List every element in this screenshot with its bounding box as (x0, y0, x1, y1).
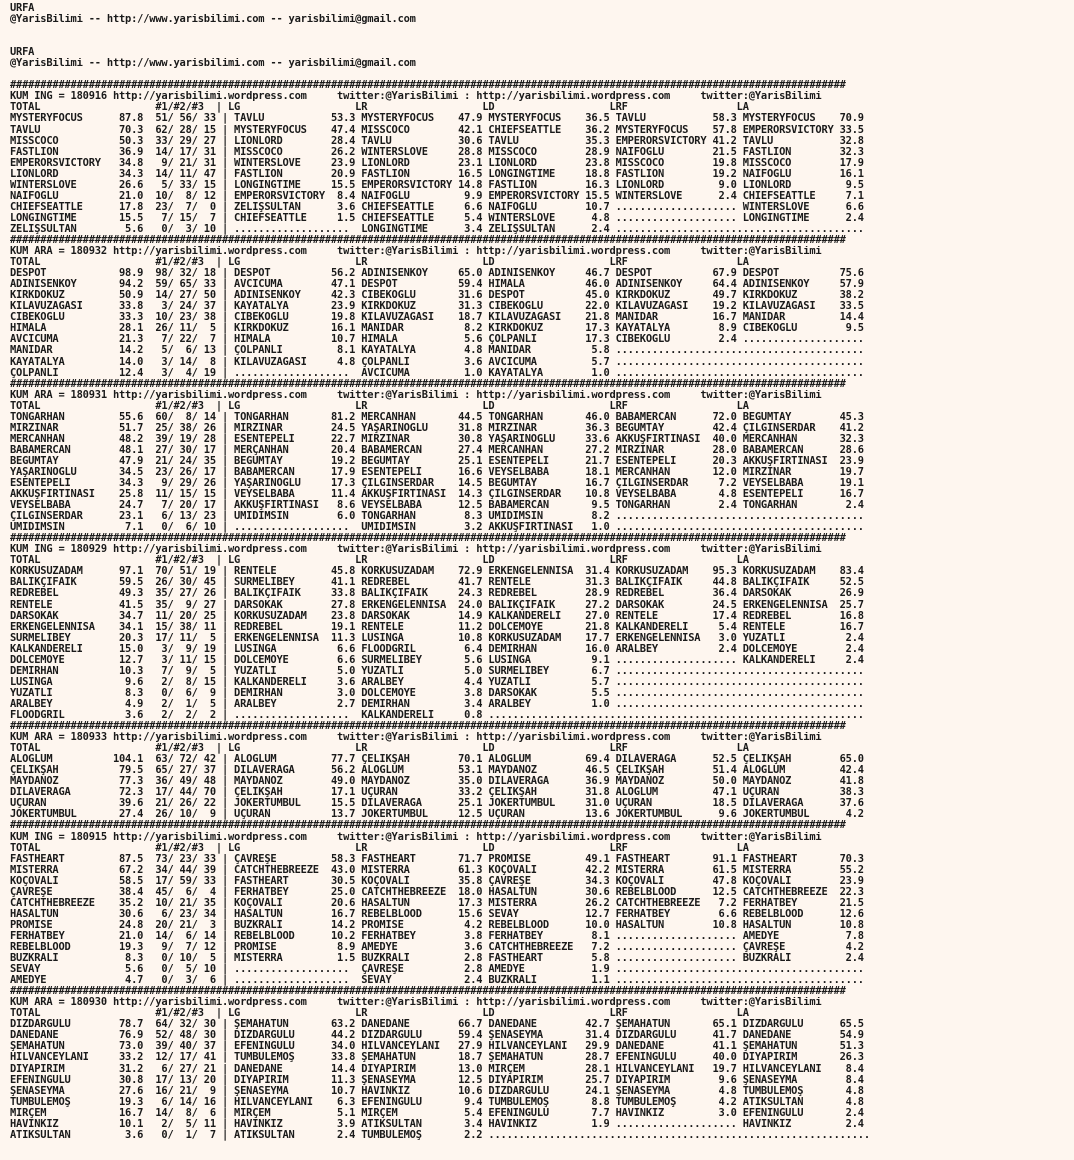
table-row: ŞENASEYMA 27.6 16/ 21/ 9 | ŞENASEYMA 10.7 HAVİNKIZ 10.6 DİZDARGÜLÜ 24.1 ŞENASEYMA 4.8 TUMBÜLEMOŞ 4.8 (10, 1085, 864, 1097)
separator-line: ########################################################################################################################################## (10, 820, 846, 832)
table-row: LIONLORD 34.3 14/ 11/ 47 | FASTLION 20.9 FASTLION 16.5 LONGINGTIME 18.8 FASTLION 19.2 NAİFOĞLU 16.1 (10, 168, 864, 180)
table-row: ÇELİKŞAH 79.5 65/ 27/ 37 | DİLAVERAĞA 56.2 ALOGLUM 53.1 MAYDANOZ 46.5 ÇELİKŞAH 51.4 ALOGLUM 42.4 (10, 765, 864, 777)
table-row: LONGINGTIME 15.5 7/ 15/ 7 | CHIEFSEATTLE 1.5 CHIEFSEATTLE 5.4 WINTERSLOVE 4.8 .................... LONGINGTIME 2.4 (10, 212, 864, 224)
race-header: KUM ARA = 180933 http://yarisbilimi.wordpress.com twitter:@YarisBilimi : http://yarisbilimi.wordpress.com twitter:@YarisBilimi (10, 732, 822, 744)
table-row: BABAMERCAN 48.1 27/ 30/ 17 | MERÇANHAN 20.4 BABAMERCAN 27.4 MERCANHAN 27.2 MİRZİNAR 28.0 BABAMERCAN 28.6 (10, 444, 864, 456)
city-title: URFA (10, 47, 35, 59)
table-row: DARSOKAK 34.7 11/ 20/ 25 | KORKUSUZADAM 23.8 DARSOKAK 14.9 KALKANDERELİ 27.0 RENTELE 17.4 REDREBEL 16.8 (10, 610, 864, 622)
table-row: MANİDAR 14.2 5/ 6/ 13 | ÇOLPANLI 8.1 KAYATALYA 4.8 MANİDAR 5.8 ......................................... (10, 345, 864, 357)
table-row: KAYATALYA 14.0 3/ 14/ 8 | KILAVUZAGASI 4.8 ÇOLPANLI 3.6 AVCICUMA 5.7 ......................................... (10, 356, 864, 368)
table-row: DOLCEMOYE 12.7 3/ 11/ 15 | DOLCEMOYE 6.6 SÜRMELİBEY 5.6 LUSINGA 9.1 .................... KALKANDERELİ 2.4 (10, 654, 864, 666)
column-header: TOTAL #1/#2/#3 | LG LR LD LRF LA (10, 842, 749, 854)
table-row: ESENTEPELİ 34.3 9/ 29/ 26 | YAŞARINOĞLU 17.3 ÇILGINSERDAR 14.5 BEGÜMTAY 16.7 ÇILGINSERDAR 7.2 VEYSELBABA 19.1 (10, 478, 864, 490)
column-header: TOTAL #1/#2/#3 | LG LR LD LRF LA (10, 1008, 749, 1020)
table-row: DEMİRHAN 10.3 7/ 9/ 5 | YÜZATLI 5.0 YÜZATLI 5.0 SÜRMELİBEY 6.7 ......................................... (10, 665, 864, 677)
table-row: UÇURAN 39.6 21/ 26/ 22 | JOKERTUMBUL 15.5 DİLAVERAĞA 25.1 JOKERTUMBUL 31.0 UÇURAN 18.5 DİLAVERAĞA 37.6 (10, 798, 864, 810)
table-row: VEYSELBABA 24.7 7/ 20/ 17 | AKKUŞFIRTINASI 8.6 VEYSELBABA 12.5 BABAMERCAN 9.5 TONGARHAN 2.4 TONGARHAN 2.4 (10, 500, 864, 512)
table-row: CATCHTHEBREEZE 35.2 10/ 21/ 35 | KOÇOVALI 20.6 HASALTUN 17.3 MISTERRA 26.2 CATCHTHEBREEZE 7.2 FERHATBEY 21.5 (10, 897, 864, 909)
table-row: SÜRMELİBEY 20.3 17/ 11/ 5 | ERKENGELENNİSA 11.3 LUSINGA 10.8 KORKUSUZADAM 17.7 ERKENGELENNİSA 3.0 YÜZATLI 2.4 (10, 632, 864, 644)
separator-line: ########################################################################################################################################## (10, 533, 846, 545)
table-row: MISSCOCO 50.3 33/ 29/ 27 | LIONLORD 28.4 TAVLU 30.6 TAVLU 35.3 EMPERORSVICTORY 41.2 TAVLU 32.8 (10, 135, 864, 147)
table-row: CHIEFSEATTLE 17.8 23/ 7/ 0 | ZELİŞSULTAN 3.6 CHIEFSEATTLE 6.6 NAİFOĞLU 10.7 .................... WINTERSLOVE 6.6 (10, 201, 864, 213)
table-row: WINTERSLOVE 26.6 5/ 33/ 15 | LONGINGTIME 15.5 EMPERORSVICTORY 14.8 FASTLION 16.3 LIONLORD 9.0 LIONLORD 9.5 (10, 179, 864, 191)
table-row: DESPOT 98.9 98/ 32/ 18 | DESPOT 56.2 ADINISENKOY 65.0 ADINISENKOY 46.7 DESPOT 67.9 DESPOT 75.6 (10, 268, 864, 280)
blank-line (10, 25, 1074, 36)
column-header: TOTAL #1/#2/#3 | LG LR LD LRF LA (10, 555, 749, 567)
table-row: MYSTERYFOCUS 87.8 51/ 56/ 33 | TAVLU 53.3 MYSTERYFOCUS 47.9 MYSTERYFOCUS 36.5 TAVLU 58.3 MYSTERYFOCUS 70.9 (10, 113, 864, 125)
race-header: KUM ING = 180916 http://yarisbilimi.wordpress.com twitter:@YarisBilimi : http://yarisbilimi.wordpress.com twitter:@YarisBilimi (10, 91, 822, 103)
separator-line: ########################################################################################################################################## (10, 234, 846, 246)
table-row: FASTHEART 87.5 73/ 23/ 33 | ÇAVREŞE 58.3 FASTHEART 71.7 PROMISE 49.1 FASTHEART 91.1 FASTHEART 70.3 (10, 853, 864, 865)
race-header: KUM ING = 180915 http://yarisbilimi.wordpress.com twitter:@YarisBilimi : http://yarisbilimi.wordpress.com twitter:@YarisBilimi (10, 831, 822, 843)
table-row: DİYAPİRİM 31.2 6/ 27/ 21 | DANEDANE 14.4 DİYAPİRİM 13.0 MİRÇEM 28.1 HİLVANCEYLANI 19.7 HİLVANCEYLANI 8.4 (10, 1063, 864, 1075)
table-row: TAVLU 70.3 62/ 28/ 15 | MYSTERYFOCUS 47.4 MISSCOCO 42.1 CHIEFSEATTLE 36.2 MYSTERYFOCUS 57.8 EMPERORSVICTORY 33.5 (10, 124, 864, 136)
table-row: NAİFOĞLU 21.0 10/ 8/ 12 | EMPERORSVICTORY 8.4 NAİFOĞLU 9.9 EMPERORSVICTORY 15.5 WINTERSLOVE 2.4 CHIEFSEATTLE 7.1 (10, 190, 864, 202)
table-row: FLOODGRIL 3.6 2/ 2/ 2 | ................... KALKANDERELİ 0.8 .............................................................. (10, 710, 864, 721)
table-row: MİRZİNAR 51.7 25/ 38/ 26 | MİRZİNAR 24.5 YAŞARINOĞLU 31.8 MİRZİNAR 36.3 BEGÜMTAY 42.4 ÇILGINSERDAR 41.2 (10, 422, 864, 434)
table-row: AMEDYE 4.7 0/ 3/ 6 | ................... SEVAY 2.4 BUZKRALI 1.1 ......................................... (10, 975, 864, 987)
table-row: HİLVANCEYLANI 33.2 12/ 17/ 41 | TUMBÜLEMOŞ 33.8 ŞEMAHATUN 18.7 ŞEMAHATUN 28.7 EFENİNGÜLÜ 40.0 DİYAPİRİM 26.3 (10, 1052, 864, 1064)
table-row: KALKANDERELİ 15.0 3/ 9/ 19 | LUSINGA 6.6 FLOODGRIL 6.4 DEMİRHAN 16.0 ARALBEY 2.4 DOLCEMOYE 2.4 (10, 643, 864, 655)
table-row: BEGÜMTAY 47.9 21/ 24/ 35 | BEGÜMTAY 19.2 BEGÜMTAY 25.1 ESENTEPELİ 21.7 ESENTEPELİ 20.3 AKKUŞFIRTINASI 23.9 (10, 455, 864, 467)
table-row: MERCANHAN 48.2 39/ 19/ 28 | ESENTEPELİ 22.7 MİRZİNAR 30.8 YAŞARINOĞLU 33.6 AKKUŞFIRTINASI 40.0 MERCANHAN 32.3 (10, 433, 864, 445)
race-header: KUM ING = 180929 http://yarisbilimi.wordpress.com twitter:@YarisBilimi : http://yarisbilimi.wordpress.com twitter:@YarisBilimi (10, 544, 822, 556)
race-header: KUM ARA = 180930 http://yarisbilimi.wordpress.com twitter:@YarisBilimi : http://yarisbilimi.wordpress.com twitter:@YarisBilimi (10, 997, 822, 1009)
table-row: MİRÇEM 16.7 14/ 8/ 6 | MİRÇEM 5.1 MİRÇEM 5.4 EFENİNGÜLÜ 7.7 HAVİNKIZ 3.0 EFENİNGÜLÜ 2.4 (10, 1107, 864, 1119)
table-row: ADINISENKOY 94.2 59/ 65/ 33 | AVCICUMA 47.1 DESPOT 59.4 HIMALA 46.0 ADINISENKOY 64.4 ADINISENKOY 57.9 (10, 279, 864, 291)
table-row: TUMBÜLEMOŞ 19.3 6/ 14/ 16 | HİLVANCEYLANI 6.3 EFENİNGÜLÜ 9.4 TUMBÜLEMOŞ 8.8 TUMBÜLEMOŞ 4.2 ATİKSULTAN 4.8 (10, 1096, 864, 1108)
separator-line: ########################################################################################################################################## (10, 986, 846, 998)
table-row: KIRKDOKUZ 50.9 14/ 27/ 50 | ADINISENKOY 42.3 CİBEKOĞLU 31.6 DESPOT 45.0 KIRKDOKUZ 49.7 KIRKDOKUZ 38.2 (10, 290, 864, 302)
table-row: JOKERTUMBUL 27.4 26/ 10/ 9 | UÇURAN 13.7 JOKERTUMBUL 12.5 UÇURAN 13.6 JOKERTUMBUL 9.6 JOKERTUMBUL 4.2 (10, 809, 864, 821)
contact-line: @YarisBilimi -- http://www.yarisbilimi.com -- yarisbilimi@gmail.com (10, 58, 416, 70)
contact-line: @YarisBilimi -- http://www.yarisbilimi.com -- yarisbilimi@gmail.com (10, 14, 416, 26)
column-header: TOTAL #1/#2/#3 | LG LR LD LRF LA (10, 257, 749, 269)
separator-line: ########################################################################################################################################## (10, 80, 846, 92)
table-row: LUSINGA 9.6 2/ 8/ 15 | KALKANDERELİ 3.6 ARALBEY 4.4 YÜZATLI 5.7 ......................................... (10, 676, 864, 688)
table-row: ÜMİDİMSİN 7.1 0/ 6/ 10 | ................... ÜMİDİMSİN 3.2 AKKUŞFIRTINASI 1.0 ......................................... (10, 522, 864, 534)
table-row: MAYDANOZ 77.3 36/ 49/ 48 | MAYDANOZ 49.0 MAYDANOZ 35.0 DİLAVERAĞA 36.9 MAYDANOZ 50.0 MAYDANOZ 41.8 (10, 776, 864, 788)
table-row: DANEDANE 76.9 52/ 48/ 30 | DİZDARGÜLÜ 44.2 DİZDARGÜLÜ 59.4 ŞENASEYMA 31.4 DİZDARGÜLÜ 41.7 DANEDANE 54.9 (10, 1030, 864, 1042)
table-row: YAŞARINOĞLU 34.5 23/ 26/ 17 | BABAMERCAN 17.9 ESENTEPELİ 16.6 VEYSELBABA 18.1 MERCANHAN 12.0 MİRZİNAR 19.7 (10, 466, 864, 478)
table-row: SEVAY 5.6 0/ 5/ 10 | ................... ÇAVREŞE 2.8 AMEDYE 1.9 ......................................... (10, 964, 864, 976)
table-row: PROMISE 24.8 20/ 21/ 3 | BUZKRALI 14.2 PROMISE 4.2 REBELBLOOD 10.0 HASALTUN 10.8 HASALTUN 10.8 (10, 919, 864, 931)
blank-line (10, 69, 1074, 80)
table-row: ZELİŞSULTAN 5.6 0/ 3/ 10 | ................... LONGINGTIME 3.4 ZELİŞSULTAN 2.4 ......................................... (10, 223, 864, 235)
table-row: ARALBEY 4.9 2/ 1/ 5 | ARALBEY 2.7 DEMİRHAN 3.4 ARALBEY 1.0 ......................................... (10, 698, 864, 710)
table-row: ÇILGINSERDAR 23.1 6/ 13/ 23 | ÜMİDİMSİN 6.0 TONGARHAN 8.3 ÜMİDİMSİN 8.2 ......................................... (10, 511, 864, 523)
table-row: ÇOLPANLI 12.4 3/ 4/ 19 | ................... AVCICUMA 1.0 KAYATALYA 1.0 ......................................... (10, 367, 864, 379)
table-row: TONGARHAN 55.6 60/ 8/ 14 | TONGARHAN 81.2 MERCANHAN 44.5 TONGARHAN 46.0 BABAMERCAN 72.0 BEGÜMTAY 45.3 (10, 411, 864, 423)
table-row: FERHATBEY 21.0 14/ 6/ 14 | REBELBLOOD 10.2 FERHATBEY 3.8 FERHATBEY 8.1 .................... AMEDYE 7.8 (10, 930, 864, 942)
column-header: TOTAL #1/#2/#3 | LG LR LD LRF LA (10, 400, 749, 412)
table-row: DİLAVERAĞA 72.3 17/ 44/ 70 | ÇELİKŞAH 17.1 UÇURAN 33.2 ÇELİKŞAH 31.8 ALOGLUM 47.1 UÇURAN 38.3 (10, 787, 864, 799)
blank-line (10, 36, 1074, 47)
table-row: REBELBLOOD 19.3 9/ 7/ 12 | PROMISE 8.9 AMEDYE 3.6 CATCHTHEBREEZE 7.2 .................... ÇAVREŞE 4.2 (10, 941, 864, 953)
table-row: HIMALA 28.1 26/ 11/ 5 | KIRKDOKUZ 16.1 MANİDAR 8.2 KIRKDOKUZ 17.3 KAYATALYA 8.9 CİBEKOĞLU 9.5 (10, 323, 864, 335)
table-row: REDREBEL 49.3 35/ 27/ 26 | BALIKÇIFAİK 33.8 BALIKÇIFAİK 24.3 REDREBEL 28.9 REDREBEL 36.4 DARSOKAK 26.9 (10, 588, 864, 600)
table-row: DİZDARGÜLÜ 78.7 64/ 32/ 30 | ŞEMAHATUN 63.2 DANEDANE 66.7 DANEDANE 42.7 ŞEMAHATUN 65.1 DİZDARGÜLÜ 65.5 (10, 1019, 864, 1031)
table-row: ÇAVREŞE 38.4 45/ 6/ 4 | FERHATBEY 25.0 CATCHTHEBREEZE 18.0 HASALTUN 30.6 REBELBLOOD 12.5 CATCHTHEBREEZE 22.3 (10, 886, 864, 898)
table-row: HAVİNKIZ 10.1 2/ 5/ 11 | HAVİNKIZ 3.9 ATİKSULTAN 3.4 HAVİNKIZ 1.9 .................... HAVİNKIZ 2.4 (10, 1118, 864, 1130)
table-row: RENTELE 41.5 35/ 9/ 27 | DARSOKAK 27.8 ERKENGELENNİSA 24.0 BALIKÇIFAİK 27.2 DARSOKAK 24.5 ERKENGELENNİSA 25.7 (10, 599, 864, 611)
table-row: KILAVUZAGASI 33.8 3/ 24/ 37 | KAYATALYA 23.9 KIRKDOKUZ 31.3 CİBEKOĞLU 22.0 KILAVUZAGASI 19.2 KILAVUZAGASI 33.5 (10, 301, 864, 313)
table-row: YÜZATLI 8.3 0/ 6/ 9 | DEMİRHAN 3.0 DOLCEMOYE 3.8 DARSOKAK 5.5 ......................................... (10, 687, 864, 699)
table-row: BALIKÇIFAİK 59.5 26/ 30/ 45 | SÜRMELİBEY 41.1 REDREBEL 41.7 RENTELE 31.3 BALIKÇIFAİK 44.8 BALIKÇIFAİK 52.5 (10, 577, 864, 589)
table-row: AVCICUMA 21.3 7/ 22/ 7 | HIMALA 10.7 HIMALA 5.6 ÇOLPANLI 17.3 CİBEKOĞLU 2.4 .................... (10, 334, 864, 346)
table-row: BUZKRALI 8.3 0/ 10/ 5 | MISTERRA 1.5 BUZKRALI 2.8 FASTHEART 5.8 .................... BUZKRALI 2.4 (10, 953, 864, 965)
table-row: ERKENGELENNİSA 34.1 15/ 38/ 11 | REDREBEL 19.1 RENTELE 11.2 DOLCEMOYE 21.8 KALKANDERELİ 5.4 RENTELE 16.7 (10, 621, 864, 633)
table-row: ALOGLUM 104.1 63/ 72/ 42 | ALOGLUM 77.7 ÇELİKŞAH 70.1 ALOGLUM 69.4 DİLAVERAĞA 52.5 ÇELİKŞAH 65.0 (10, 754, 864, 766)
separator-line: ########################################################################################################################################## (10, 721, 846, 733)
race-header: KUM ARA = 180931 http://yarisbilimi.wordpress.com twitter:@YarisBilimi : http://yarisbilimi.wordpress.com twitter:@YarisBilimi (10, 389, 822, 401)
table-row: ŞEMAHATUN 73.0 39/ 40/ 37 | EFENİNGÜLÜ 34.0 HİLVANCEYLANI 27.9 HİLVANCEYLANI 29.9 DANEDANE 41.1 ŞEMAHATUN 51.3 (10, 1041, 864, 1053)
column-header: TOTAL #1/#2/#3 | LG LR LD LRF LA (10, 743, 749, 755)
table-row: AKKUŞFIRTINASI 25.8 11/ 15/ 15 | VEYSELBABA 11.4 AKKUŞFIRTINASI 14.3 ÇILGINSERDAR 10.8 VEYSELBABA 4.8 ESENTEPELİ 16.7 (10, 489, 864, 501)
table-row: CİBEKOĞLU 33.3 10/ 23/ 38 | CİBEKOĞLU 19.8 KILAVUZAGASI 18.7 KILAVUZAGASI 21.8 MANİDAR 16.7 MANİDAR 14.4 (10, 312, 864, 324)
table-row: ATİKSULTAN 3.6 0/ 1/ 7 | ATİKSULTAN 2.4 TUMBÜLEMOŞ 2.2 ............................................................... (10, 1129, 870, 1141)
table-row: MISTERRA 67.2 34/ 44/ 39 | CATCHTHEBREEZE 43.0 MISTERRA 61.3 KOÇOVALI 42.2 MISTERRA 61.5 MISTERRA 55.2 (10, 864, 864, 876)
table-row: EMPERORSVICTORY 34.8 9/ 21/ 31 | WINTERSLOVE 23.9 LIONLORD 23.1 LIONLORD 23.8 MISSCOCO 19.8 MISSCOCO 17.9 (10, 157, 864, 169)
separator-line: ########################################################################################################################################## (10, 378, 846, 390)
table-row: KOÇOVALI 58.5 17/ 59/ 33 | FASTHEART 30.5 KOÇOVALI 35.8 ÇAVREŞE 34.3 KOÇOVALI 47.8 KOÇOVALI 23.9 (10, 875, 864, 887)
column-header: TOTAL #1/#2/#3 | LG LR LD LRF LA (10, 102, 749, 114)
race-header: KUM ARA = 180932 http://yarisbilimi.wordpress.com twitter:@YarisBilimi : http://yarisbilimi.wordpress.com twitter:@YarisBilimi (10, 246, 822, 258)
table-row: KORKUSUZADAM 97.1 70/ 51/ 19 | RENTELE 45.8 KORKUSUZADAM 72.9 ERKENGELENNİSA 31.4 KORKUSUZADAM 95.3 KORKUSUZADAM 83.4 (10, 566, 864, 578)
table-row: FASTLION 36.9 14/ 17/ 31 | MISSCOCO 26.2 WINTERSLOVE 28.8 MISSCOCO 28.9 NAİFOĞLU 21.5 FASTLION 32.3 (10, 146, 864, 158)
table-row: EFENİNGÜLÜ 30.8 17/ 13/ 20 | DİYAPİRİM 11.3 ŞENASEYMA 12.5 DİYAPİRİM 25.7 DİYAPİRİM 9.6 ŞENASEYMA 8.4 (10, 1074, 864, 1086)
table-row: HASALTUN 30.6 6/ 23/ 34 | HASALTUN 16.7 REBELBLOOD 15.6 SEVAY 12.7 FERHATBEY 6.6 REBELBLOOD 12.6 (10, 908, 864, 920)
city-title: URFA (10, 3, 35, 14)
